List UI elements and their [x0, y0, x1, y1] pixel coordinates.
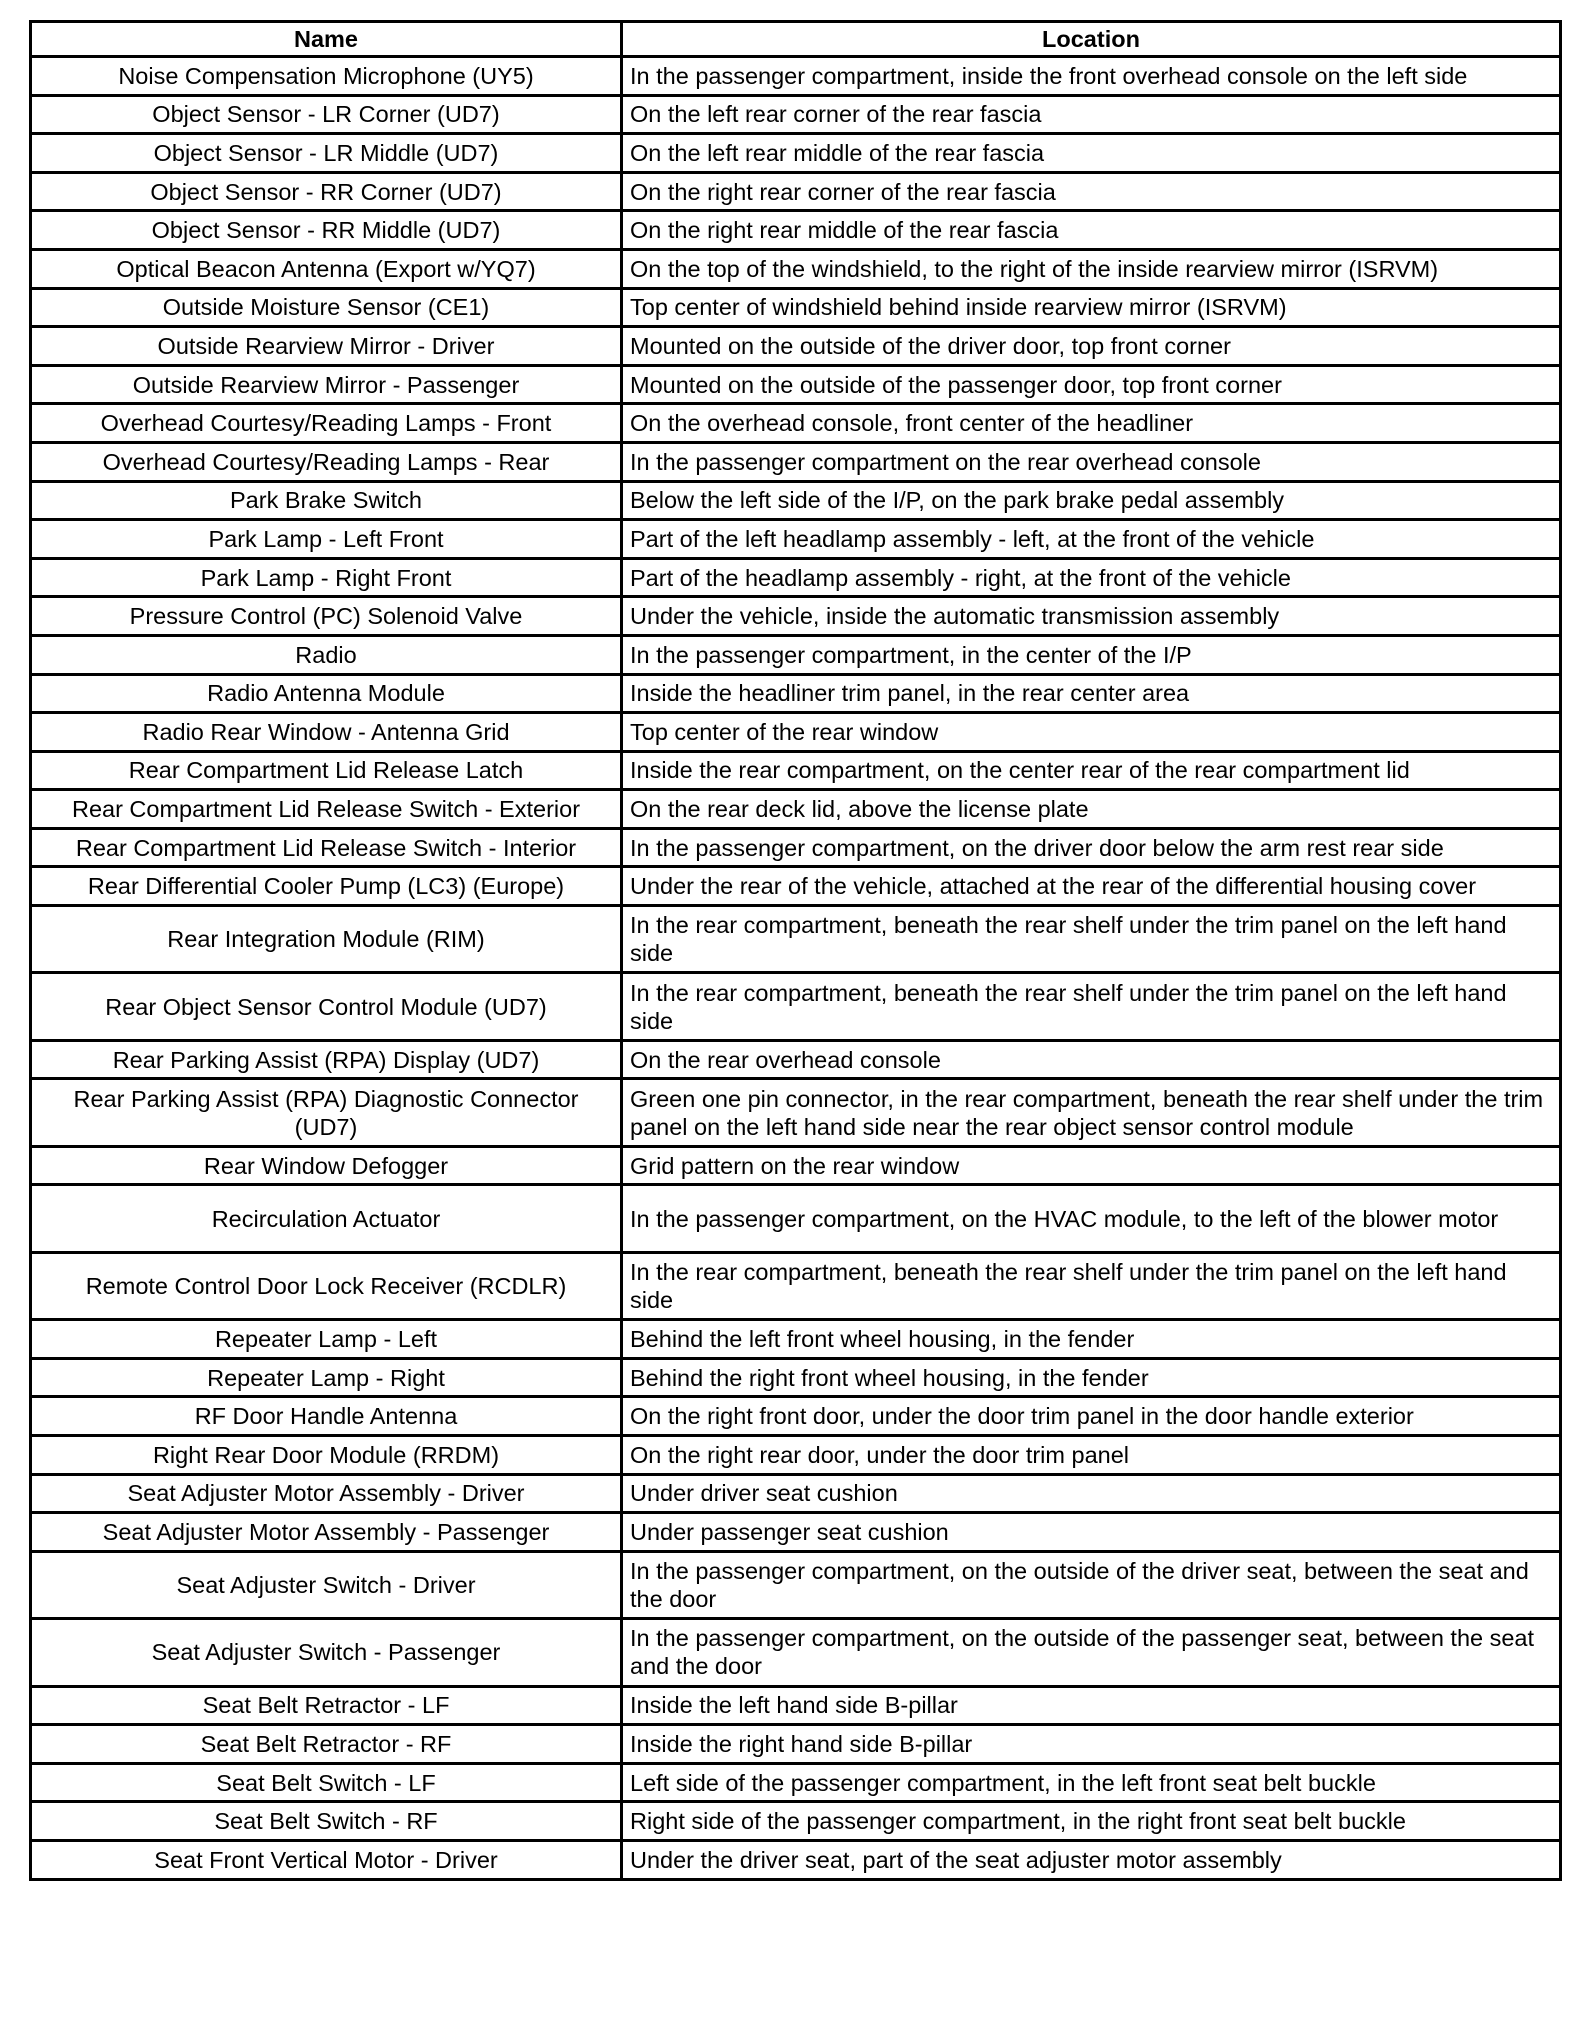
table-row: [31, 95, 1561, 134]
table-row: [31, 1397, 1561, 1436]
component-location-cell: In the passenger compartment, in the center of the I/P: [622, 635, 1561, 674]
component-location-cell: Under the driver seat, part of the seat adjuster motor assembly: [622, 1840, 1561, 1879]
table-row: [31, 1686, 1561, 1725]
component-name-cell: Seat Front Vertical Motor - Driver: [31, 1840, 622, 1879]
component-name-cell: Rear Window Defogger: [31, 1146, 622, 1185]
table-row: [31, 790, 1561, 829]
component-location-cell: Below the left side of the I/P, on the park brake pedal assembly: [622, 481, 1561, 520]
component-name-cell: Rear Compartment Lid Release Latch: [31, 751, 622, 790]
component-name-cell: Seat Belt Retractor - RF: [31, 1725, 622, 1764]
component-name-cell: Rear Compartment Lid Release Switch - Exterior: [31, 790, 622, 829]
table-row: [31, 906, 1561, 973]
component-name-cell: Remote Control Door Lock Receiver (RCDLR): [31, 1252, 622, 1319]
table-row: [31, 134, 1561, 173]
component-name-cell: Park Lamp - Left Front: [31, 520, 622, 559]
column-header-location: Location: [622, 22, 1561, 57]
component-location-cell: In the rear compartment, beneath the rear shelf under the trim panel on the left hand side: [622, 973, 1561, 1040]
component-location-cell: Under driver seat cushion: [622, 1474, 1561, 1513]
component-location-cell: Part of the headlamp assembly - right, at the front of the vehicle: [622, 558, 1561, 597]
table-row: [31, 1474, 1561, 1513]
component-name-cell: Seat Adjuster Switch - Driver: [31, 1551, 622, 1618]
component-name-cell: Seat Adjuster Motor Assembly - Driver: [31, 1474, 622, 1513]
component-location-cell: Inside the left hand side B-pillar: [622, 1686, 1561, 1725]
component-location-cell: Under the vehicle, inside the automatic transmission assembly: [622, 597, 1561, 636]
component-location-table: [29, 20, 1562, 1881]
component-location-cell: Mounted on the outside of the driver door, top front corner: [622, 327, 1561, 366]
table-row: [31, 1146, 1561, 1185]
table-row: [31, 365, 1561, 404]
component-location-cell: On the rear deck lid, above the license plate: [622, 790, 1561, 829]
component-location-cell: Mounted on the outside of the passenger door, top front corner: [622, 365, 1561, 404]
table-row: [31, 1840, 1561, 1879]
component-location-cell: In the passenger compartment, on the HVAC module, to the left of the blower motor: [622, 1185, 1561, 1252]
table-row: [31, 1320, 1561, 1359]
component-location-cell: Inside the rear compartment, on the center rear of the rear compartment lid: [622, 751, 1561, 790]
component-name-cell: Object Sensor - LR Middle (UD7): [31, 134, 622, 173]
component-name-cell: Repeater Lamp - Right: [31, 1358, 622, 1397]
component-location-page: [29, 20, 1559, 1881]
table-body: [31, 57, 1561, 1880]
component-location-cell: In the passenger compartment, on the driver door below the arm rest rear side: [622, 828, 1561, 867]
component-name-cell: Seat Belt Switch - RF: [31, 1802, 622, 1841]
table-row: [31, 249, 1561, 288]
table-row: [31, 597, 1561, 636]
table-row: [31, 867, 1561, 906]
table-row: [31, 1551, 1561, 1618]
table-row: [31, 442, 1561, 481]
component-name-cell: Noise Compensation Microphone (UY5): [31, 57, 622, 96]
component-location-cell: On the rear overhead console: [622, 1040, 1561, 1079]
component-location-cell: On the right front door, under the door trim panel in the door handle exterior: [622, 1397, 1561, 1436]
component-location-cell: Top center of the rear window: [622, 713, 1561, 752]
component-location-cell: Behind the right front wheel housing, in the fender: [622, 1358, 1561, 1397]
component-location-cell: On the top of the windshield, to the right of the inside rearview mirror (ISRVM): [622, 249, 1561, 288]
table-row: [31, 674, 1561, 713]
component-name-cell: Optical Beacon Antenna (Export w/YQ7): [31, 249, 622, 288]
table-row: [31, 973, 1561, 1040]
component-location-cell: On the overhead console, front center of the headliner: [622, 404, 1561, 443]
component-name-cell: Overhead Courtesy/Reading Lamps - Rear: [31, 442, 622, 481]
table-row: [31, 1802, 1561, 1841]
table-row: [31, 1435, 1561, 1474]
table-row: [31, 713, 1561, 752]
table-row: [31, 1358, 1561, 1397]
table-row: [31, 57, 1561, 96]
component-name-cell: Seat Adjuster Switch - Passenger: [31, 1619, 622, 1686]
component-name-cell: Outside Rearview Mirror - Passenger: [31, 365, 622, 404]
component-name-cell: Overhead Courtesy/Reading Lamps - Front: [31, 404, 622, 443]
component-name-cell: Recirculation Actuator: [31, 1185, 622, 1252]
table-row: [31, 558, 1561, 597]
table-row: [31, 1185, 1561, 1252]
table-row: [31, 327, 1561, 366]
component-name-cell: Rear Parking Assist (RPA) Display (UD7): [31, 1040, 622, 1079]
table-row: [31, 520, 1561, 559]
component-location-cell: In the passenger compartment, inside the front overhead console on the left side: [622, 57, 1561, 96]
component-location-cell: Inside the headliner trim panel, in the rear center area: [622, 674, 1561, 713]
table-row: [31, 1040, 1561, 1079]
table-row: [31, 1619, 1561, 1686]
table-row: [31, 1513, 1561, 1552]
table-header-row: [31, 22, 1561, 57]
table-row: [31, 288, 1561, 327]
component-location-cell: Top center of windshield behind inside rearview mirror (ISRVM): [622, 288, 1561, 327]
component-name-cell: Radio Antenna Module: [31, 674, 622, 713]
table-row: [31, 1252, 1561, 1319]
component-name-cell: Radio: [31, 635, 622, 674]
component-location-cell: Behind the left front wheel housing, in the fender: [622, 1320, 1561, 1359]
component-name-cell: RF Door Handle Antenna: [31, 1397, 622, 1436]
table-row: [31, 1763, 1561, 1802]
component-name-cell: Rear Object Sensor Control Module (UD7): [31, 973, 622, 1040]
component-location-cell: Green one pin connector, in the rear compartment, beneath the rear shelf under the trim panel on the left hand side near the rear object sensor control module: [622, 1079, 1561, 1146]
component-location-cell: Under the rear of the vehicle, attached at the rear of the differential housing cover: [622, 867, 1561, 906]
component-name-cell: Pressure Control (PC) Solenoid Valve: [31, 597, 622, 636]
component-name-cell: Rear Parking Assist (RPA) Diagnostic Connector (UD7): [31, 1079, 622, 1146]
component-name-cell: Repeater Lamp - Left: [31, 1320, 622, 1359]
component-location-cell: On the right rear middle of the rear fascia: [622, 211, 1561, 250]
component-location-cell: Part of the left headlamp assembly - left, at the front of the vehicle: [622, 520, 1561, 559]
component-name-cell: Object Sensor - RR Corner (UD7): [31, 172, 622, 211]
component-location-cell: Right side of the passenger compartment, in the right front seat belt buckle: [622, 1802, 1561, 1841]
component-location-cell: Grid pattern on the rear window: [622, 1146, 1561, 1185]
component-location-cell: On the left rear corner of the rear fascia: [622, 95, 1561, 134]
component-name-cell: Rear Differential Cooler Pump (LC3) (Europe): [31, 867, 622, 906]
component-name-cell: Rear Compartment Lid Release Switch - Interior: [31, 828, 622, 867]
component-name-cell: Park Lamp - Right Front: [31, 558, 622, 597]
component-location-cell: Left side of the passenger compartment, in the left front seat belt buckle: [622, 1763, 1561, 1802]
component-location-cell: On the right rear door, under the door trim panel: [622, 1435, 1561, 1474]
component-location-cell: In the passenger compartment, on the outside of the passenger seat, between the seat and the door: [622, 1619, 1561, 1686]
component-name-cell: Seat Belt Retractor - LF: [31, 1686, 622, 1725]
component-location-cell: In the passenger compartment on the rear overhead console: [622, 442, 1561, 481]
table-row: [31, 211, 1561, 250]
component-name-cell: Outside Moisture Sensor (CE1): [31, 288, 622, 327]
table-row: [31, 635, 1561, 674]
component-name-cell: Outside Rearview Mirror - Driver: [31, 327, 622, 366]
component-location-cell: Under passenger seat cushion: [622, 1513, 1561, 1552]
component-location-cell: On the right rear corner of the rear fascia: [622, 172, 1561, 211]
component-name-cell: Park Brake Switch: [31, 481, 622, 520]
component-name-cell: Rear Integration Module (RIM): [31, 906, 622, 973]
component-location-cell: On the left rear middle of the rear fascia: [622, 134, 1561, 173]
table-row: [31, 481, 1561, 520]
component-name-cell: Radio Rear Window - Antenna Grid: [31, 713, 622, 752]
table-row: [31, 828, 1561, 867]
component-location-cell: Inside the right hand side B-pillar: [622, 1725, 1561, 1764]
table-row: [31, 1725, 1561, 1764]
table-row: [31, 404, 1561, 443]
component-location-cell: In the rear compartment, beneath the rear shelf under the trim panel on the left hand side: [622, 906, 1561, 973]
component-name-cell: Right Rear Door Module (RRDM): [31, 1435, 622, 1474]
column-header-name: Name: [31, 22, 622, 57]
table-row: [31, 172, 1561, 211]
component-name-cell: Seat Belt Switch - LF: [31, 1763, 622, 1802]
table-row: [31, 1079, 1561, 1146]
component-location-cell: In the rear compartment, beneath the rear shelf under the trim panel on the left hand side: [622, 1252, 1561, 1319]
table-row: [31, 751, 1561, 790]
component-name-cell: Object Sensor - LR Corner (UD7): [31, 95, 622, 134]
component-name-cell: Seat Adjuster Motor Assembly - Passenger: [31, 1513, 622, 1552]
component-location-cell: In the passenger compartment, on the outside of the driver seat, between the seat and the door: [622, 1551, 1561, 1618]
component-name-cell: Object Sensor - RR Middle (UD7): [31, 211, 622, 250]
